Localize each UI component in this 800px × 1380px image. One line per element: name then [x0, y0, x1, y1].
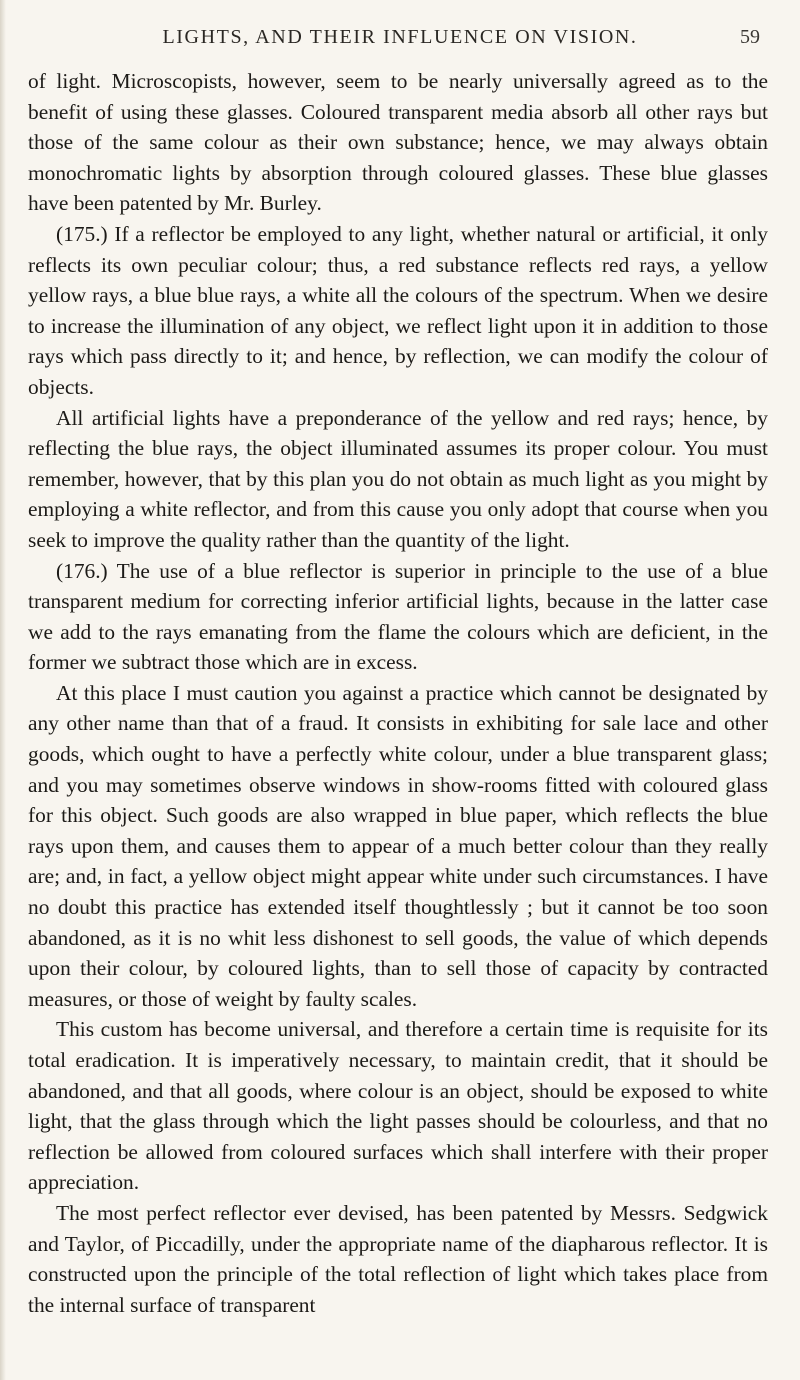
paragraph-176: (176.) The use of a blue reflector is superior in principle to the use of a blue transparent medium for correcting inferior artificial lights, because in the latter case we add to the rays emanating from the flame the colours which are deficient, in the former we subtract those which are in excess.	[28, 558, 768, 675]
paragraph-custom: This custom has become universal, and therefore a certain time is requisite for its total eradication. It is imperatively necessary, to maintain credit, that it should be abandoned, and that all goods, where colour is an object, should be exposed to white light, that the glass through which the light passes should be colourless, and that no reflection be allowed from coloured surfaces which shall interfere with their proper appreciation.	[28, 1017, 768, 1195]
page-binding-edge	[0, 0, 6, 1380]
page-number: 59	[740, 26, 760, 48]
paragraph-artificial-lights: All artificial lights have a preponderance of the yellow and red rays; hence, by reflecting the blue rays, the object illuminated assumes its proper colour. You must remember, however, that by this plan you do not obtain as much light as you might by employing a white reflector, and from this cause you only adopt that course when you seek to improve the quality rather than the quantity of the light.	[28, 405, 768, 552]
paragraph-175: (175.) If a reflector be employed to any light, whether natural or artificial, it only reflects its own peculiar colour; thus, a red substance reflects red rays, a yellow yellow rays, a blue blue rays, a white all the colours of the spectrum. When we desire to increase the illumination of any object, we reflect light upon it in addition to those rays which pass directly to it; and hence, by reflection, we can modify the colour of objects.	[28, 221, 768, 399]
body-text	[28, 66, 768, 1320]
paragraph-fraud-caution: At this place I must caution you against a practice which cannot be designated by any other name than that of a fraud. It consists in exhibiting for sale lace and other goods, which ought to have a perfectly white colour, under a blue transparent glass; and you may sometimes observe windows in show-rooms fitted with coloured glass for this object. Such goods are also wrapped in blue paper, which reflects the blue rays upon them, and causes them to appear of a much better colour than they really are; and, in fact, a yellow object might appear white under such circumstances. I have no doubt this practice has extended itself thoughtlessly ; but it cannot be too soon abandoned, as it is no whit less dishonest to sell goods, the value of which depends upon their colour, by coloured lights, than to sell those of capacity by contracted measures, or those of weight by faulty scales.	[28, 680, 768, 1011]
paragraph-reflector: The most perfect reflector ever devised, has been patented by Messrs. Sedgwick and Taylor, of Piccadilly, under the appropriate name of the diapharous reflector. It is constructed upon the principle of the total reflection of light which takes place from the internal surface of transparent	[28, 1200, 768, 1317]
page-header	[0, 26, 800, 56]
paragraph-continuation: of light. Microscopists, however, seem to be nearly universally agreed as to the benefit of using these glasses. Coloured transparent media absorb all other rays but those of the same colour as their own substance; hence, we may always obtain monochromatic lights by absorption through coloured glasses. These blue glasses have been patented by Mr. Burley.	[28, 69, 768, 216]
running-head: LIGHTS, AND THEIR INFLUENCE ON VISION.	[162, 26, 638, 48]
